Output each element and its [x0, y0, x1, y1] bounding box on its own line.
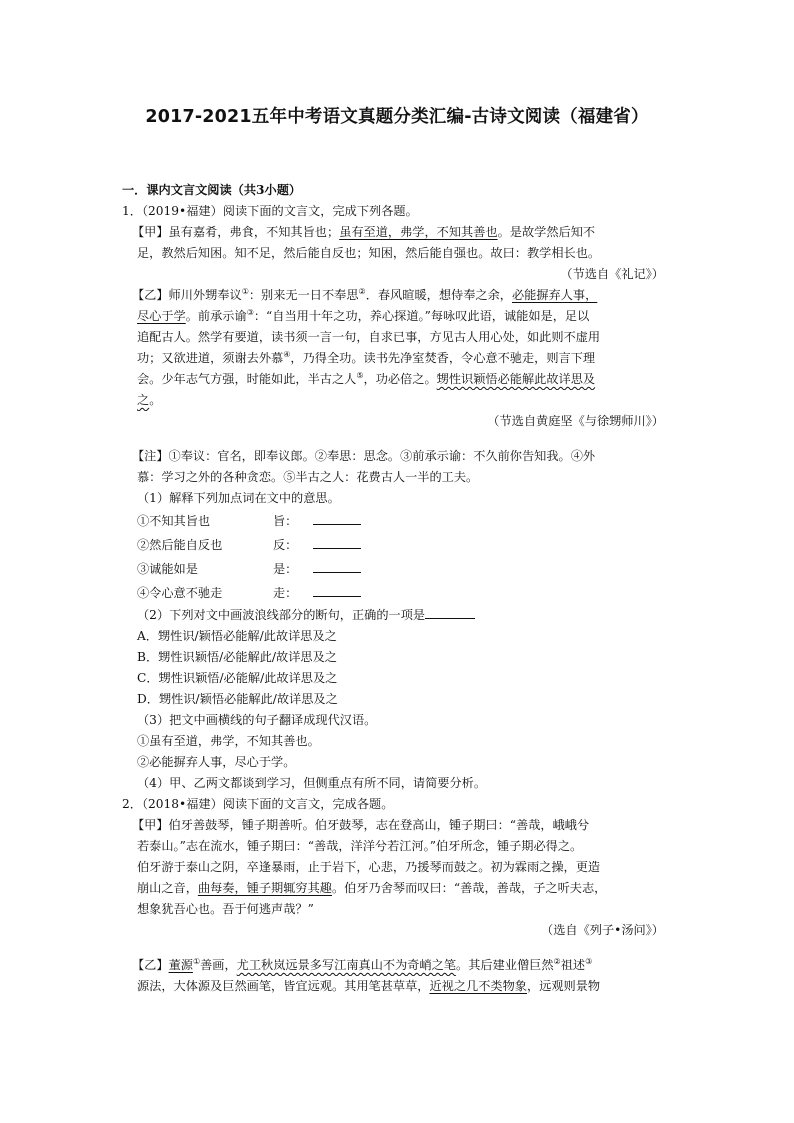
q1-sub3-item: ②必能摒弃人事，尽心于学。	[137, 755, 296, 769]
footnote-marker: ⑤	[356, 370, 364, 380]
q2-jia-line: 想象犹吾心也。吾于何逃声哉？”	[137, 902, 314, 916]
q1-note-line: 慕：学习之外的各种贪恋。⑤半古之人：花费古人一半的工夫。	[137, 470, 479, 484]
q1-yi-line: 追配古人。然学有要道，读书须一言一句，自求已事，方见古人用心处，如此则不虚用	[137, 330, 601, 344]
q1-note-line: 【注】①奉议：官名，即奉议郎。②奉思：思念。③前承示谕：不久前你告知我。④外	[132, 449, 596, 463]
q1-sub2-option: A．甥性识/颖悟必能解/此故详思及之	[137, 629, 337, 643]
underlined-word: 董源	[168, 958, 193, 972]
wavy-underlined-sentence: 尤工秋岚远景多写江南真山不为奇峭之笔	[236, 958, 457, 972]
q2-jia-line: 崩山之音，曲每奏，锺子期辄穷其趣。伯牙乃舍琴而叹曰：“善哉，善哉，子之听夫志，	[137, 881, 607, 895]
q1-sub2-option: C．甥性识颖悟/必能解/此故详思及之	[137, 671, 338, 685]
underlined-sentence: 必能摒弃人事，	[511, 288, 598, 302]
q2-yi-line: 【乙】董源①善画，尤工秋岚远景多写江南真山不为奇峭之笔。其后建业僧巨然②祖述③	[132, 956, 593, 972]
page-title: 2017-2021五年中考语文真题分类汇编-古诗文阅读（福建省）	[145, 107, 649, 127]
section-heading: 一．课内文言文阅读（共3小题）	[122, 183, 302, 197]
q1-sub1-item: ④令心意不驰走 走：	[122, 581, 682, 605]
q1-yi-line: 尽心于学。前承示谕③：“自当用十年之功，养心探道。”每咏叹此语，诚能如是，足以	[137, 307, 590, 323]
q1-sub4-prompt: （4）甲、乙两文都谈到学习，但侧重点有所不同，请简要分析。	[137, 776, 487, 790]
footnote-marker: ①	[192, 956, 201, 966]
q1-jia-line: 足，教然后知困。知不足，然后能自反也；知困，然后能自强也。故曰：教学相长也。	[137, 246, 601, 260]
underlined-sentence: 曲每奏，锺子期辄穷其趣	[197, 881, 332, 895]
wavy-underlined-sentence: 甥性识颖悟必能解此故详思及	[436, 372, 596, 386]
q2-jia-source: （选自《列子•汤问》）	[541, 923, 664, 937]
underlined-sentence: 尽心于学	[137, 309, 186, 323]
footnote-marker: ④	[283, 349, 291, 359]
q1-yi-line: 之。	[137, 393, 162, 407]
q2-jia-line: 【甲】伯牙善鼓琴，锺子期善听。伯牙鼓琴，志在登高山，锺子期曰：“善哉，峨峨兮	[132, 818, 590, 832]
wavy-underlined-sentence: 之	[137, 393, 150, 407]
q1-jia-source: （节选自《礼记》）	[560, 267, 664, 281]
q2-jia-line: 伯牙游于泰山之阴，卒逢暴雨，止于岩下，心悲，乃援琴而鼓之。初为霖雨之操，更造	[137, 860, 601, 874]
answer-blank[interactable]	[313, 537, 361, 549]
q1-sub1-item: ①不知其旨也 旨：	[122, 509, 682, 533]
footnote-marker: ①	[241, 286, 249, 296]
q1-yi-line: 功；又欲进道，须谢去外慕④，乃得全功。读书先净室焚香，令心意不驰走，则言下理	[137, 349, 596, 365]
answer-blank[interactable]	[313, 561, 361, 573]
footnote-marker: ②	[358, 286, 366, 296]
q1-sub2-prompt: （2）下列对文中画波浪线部分的断句，正确的一项是	[122, 605, 682, 626]
q1-sub2-option: D．甥性识/颖悟必能解此/故详思及之	[137, 692, 338, 706]
q1-yi-line: 会。少年志气方强，时能如此，半古之人⑤，功必倍之。甥性识颖悟必能解此故详思及	[137, 370, 596, 386]
answer-blank[interactable]	[425, 607, 475, 619]
question-1-stem: 1．（2019•福建）阅读下面的文言文，完成下列各题。	[122, 204, 418, 218]
underlined-sentence: 近视之几不类物象	[429, 979, 527, 993]
q1-sub1-item: ③诚能如是 是：	[122, 557, 682, 581]
q1-sub3-prompt: （3）把文中画横线的句子翻译成现代汉语。	[137, 713, 377, 727]
document-content	[122, 180, 682, 997]
footnote-marker: ③	[246, 307, 254, 317]
underlined-sentence: 虽有至道，弗学，不知其善也	[339, 225, 498, 239]
q1-sub3-item: ①虽有至道，弗学，不知其善也。	[137, 734, 320, 748]
answer-blank[interactable]	[313, 585, 361, 597]
q1-yi-line: 【乙】师川外甥奉议①：别来无一日不奉思②．春风暄暖，想侍奉之余，必能摒弃人事，	[132, 286, 598, 302]
q1-yi-source: （节选自黄庭坚《与徐甥师川》）	[487, 414, 664, 428]
q1-jia-line: 【甲】虽有嘉肴，弗食，不知其旨也；虽有至道，弗学，不知其善也。是故学然后知不	[132, 225, 596, 239]
footnote-marker: ③	[585, 956, 593, 966]
q2-jia-line: 若泰山。”志在流水，锺子期曰：“善哉，洋洋兮若江河。”伯牙所念，锺子期必得之。	[137, 839, 583, 853]
answer-blank[interactable]	[313, 513, 361, 525]
q1-sub2-option: B．甥性识颖悟/必能解此/故详思及之	[137, 650, 337, 664]
q2-yi-line: 源法，大体源及巨然画笔，皆宜远观。其用笔甚草草，近视之几不类物象，远观则景物	[137, 979, 601, 993]
footnote-marker: ②	[553, 956, 561, 966]
q1-sub1-item: ②然后能自反也 反：	[122, 533, 682, 557]
q1-sub1-prompt: （1）解释下列加点词在文中的意思。	[137, 491, 340, 505]
question-2-stem: 2．（2018•福建）阅读下面的文言文，完成各题。	[122, 797, 394, 811]
